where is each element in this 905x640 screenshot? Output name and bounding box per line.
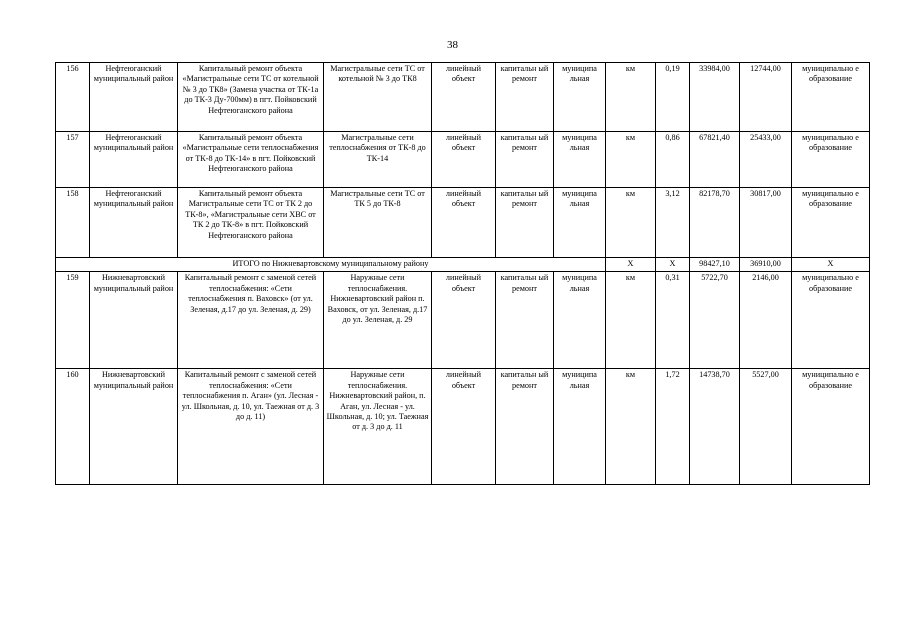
total-cost-total: 98427,10 <box>690 258 740 272</box>
total-label: ИТОГО по Нижневартовскому муниципальному району <box>56 258 606 272</box>
object-type-cell: линейный объект <box>432 272 496 369</box>
municipality-cell: Нефтеюганский муниципальный район <box>90 132 178 188</box>
cost-share-cell: 5527,00 <box>740 369 792 485</box>
cost-total-cell: 5722,70 <box>690 272 740 369</box>
work-kind-cell: капитальн ый ремонт <box>496 369 554 485</box>
funding-source-cell: муниципально е образование <box>792 188 870 258</box>
unit-cell: км <box>606 63 656 132</box>
row-number: 159 <box>56 272 90 369</box>
row-number: 157 <box>56 132 90 188</box>
total-x-source: Х <box>792 258 870 272</box>
quantity-cell: 1,72 <box>656 369 690 485</box>
total-row <box>56 258 870 272</box>
total-x-quantity: Х <box>656 258 690 272</box>
work-kind-cell: капитальн ый ремонт <box>496 132 554 188</box>
quantity-cell: 0,19 <box>656 63 690 132</box>
work-description-cell: Капитальный ремонт с заменой сетей теплоснабжения: «Сети теплоснабжения п. Ваховск» (от ул. Зеленая, д.17 до ул. Зеленая, д. 29) <box>178 272 324 369</box>
object-type-cell: линейный объект <box>432 369 496 485</box>
municipality-cell: Нефтеюганский муниципальный район <box>90 63 178 132</box>
ownership-cell: муниципа льная <box>554 369 606 485</box>
municipality-cell: Нефтеюганский муниципальный район <box>90 188 178 258</box>
work-description-cell: Капитальный ремонт объекта «Магистральные сети ТС от котельной № 3 до ТК8» (Замена участка от ТК-1а до ТК-3 Ду-700мм) в пгт. Пойковский Нефтеюганского района <box>178 63 324 132</box>
cost-share-cell: 12744,00 <box>740 63 792 132</box>
cost-total-cell: 14738,70 <box>690 369 740 485</box>
ownership-cell: муниципа льная <box>554 272 606 369</box>
funding-source-cell: муниципально е образование <box>792 272 870 369</box>
funding-source-cell: муниципально е образование <box>792 63 870 132</box>
work-kind-cell: капитальн ый ремонт <box>496 272 554 369</box>
page-number: 38 <box>447 39 458 51</box>
cost-share-cell: 30817,00 <box>740 188 792 258</box>
unit-cell: км <box>606 272 656 369</box>
table-row <box>56 369 870 485</box>
quantity-cell: 0,31 <box>656 272 690 369</box>
municipality-cell: Нижневартовский муниципальный район <box>90 369 178 485</box>
unit-cell: км <box>606 188 656 258</box>
object-type-cell: линейный объект <box>432 63 496 132</box>
funding-source-cell: муниципально е образование <box>792 132 870 188</box>
quantity-cell: 0,86 <box>656 132 690 188</box>
unit-cell: км <box>606 369 656 485</box>
work-kind-cell: капитальн ый ремонт <box>496 63 554 132</box>
table-row <box>56 272 870 369</box>
quantity-cell: 3,12 <box>656 188 690 258</box>
funding-source-cell: муниципально е образование <box>792 369 870 485</box>
cost-share-cell: 2146,00 <box>740 272 792 369</box>
object-type-cell: линейный объект <box>432 132 496 188</box>
row-number: 160 <box>56 369 90 485</box>
work-description-cell: Капитальный ремонт объекта Магистральные сети ТС от ТК 2 до ТК-8», «Магистральные сети ХВС от ТК 2 до ТК-8» в пгт. Пойковский Нефтеюганского района <box>178 188 324 258</box>
table-row <box>56 188 870 258</box>
total-cost-share: 36910,00 <box>740 258 792 272</box>
total-x-unit: Х <box>606 258 656 272</box>
cost-total-cell: 82178,70 <box>690 188 740 258</box>
work-description-cell: Капитальный ремонт с заменой сетей теплоснабжения: «Сети теплоснабжения п. Аган» (ул. Лесная - ул. Школьная, д. 10, ул. Таежная от д. 3 до д. 11) <box>178 369 324 485</box>
table-row <box>56 63 870 132</box>
object-cell: Наружные сети теплоснабжения. Нижневартовский район, п. Аган, ул. Лесная - ул. Школьная, д. 10; ул. Таежная от д. 3 до д. 11 <box>324 369 432 485</box>
cost-total-cell: 33984,00 <box>690 63 740 132</box>
object-cell: Магистральные сети ТС от ТК 5 до ТК-8 <box>324 188 432 258</box>
municipality-cell: Нижневартовский муниципальный район <box>90 272 178 369</box>
cost-share-cell: 25433,00 <box>740 132 792 188</box>
object-cell: Магистральные сети ТС от котельной № 3 до ТК8 <box>324 63 432 132</box>
work-kind-cell: капитальн ый ремонт <box>496 188 554 258</box>
ownership-cell: муниципа льная <box>554 188 606 258</box>
row-number: 156 <box>56 63 90 132</box>
row-number: 158 <box>56 188 90 258</box>
work-description-cell: Капитальный ремонт объекта «Магистральные сети теплоснабжения от ТК-8 до ТК-14» в пгт. Пойковский Нефтеюганского района <box>178 132 324 188</box>
unit-cell: км <box>606 132 656 188</box>
ownership-cell: муниципа льная <box>554 63 606 132</box>
table-row <box>56 132 870 188</box>
object-type-cell: линейный объект <box>432 188 496 258</box>
ownership-cell: муниципа льная <box>554 132 606 188</box>
object-cell: Наружные сети теплоснабжения. Нижневартовский район п. Ваховск, от ул. Зеленая, д.17 до ул. Зеленая, д. 29 <box>324 272 432 369</box>
cost-total-cell: 67821,40 <box>690 132 740 188</box>
works-table <box>55 62 870 485</box>
object-cell: Магистральные сети теплоснабжения от ТК-8 до ТК-14 <box>324 132 432 188</box>
